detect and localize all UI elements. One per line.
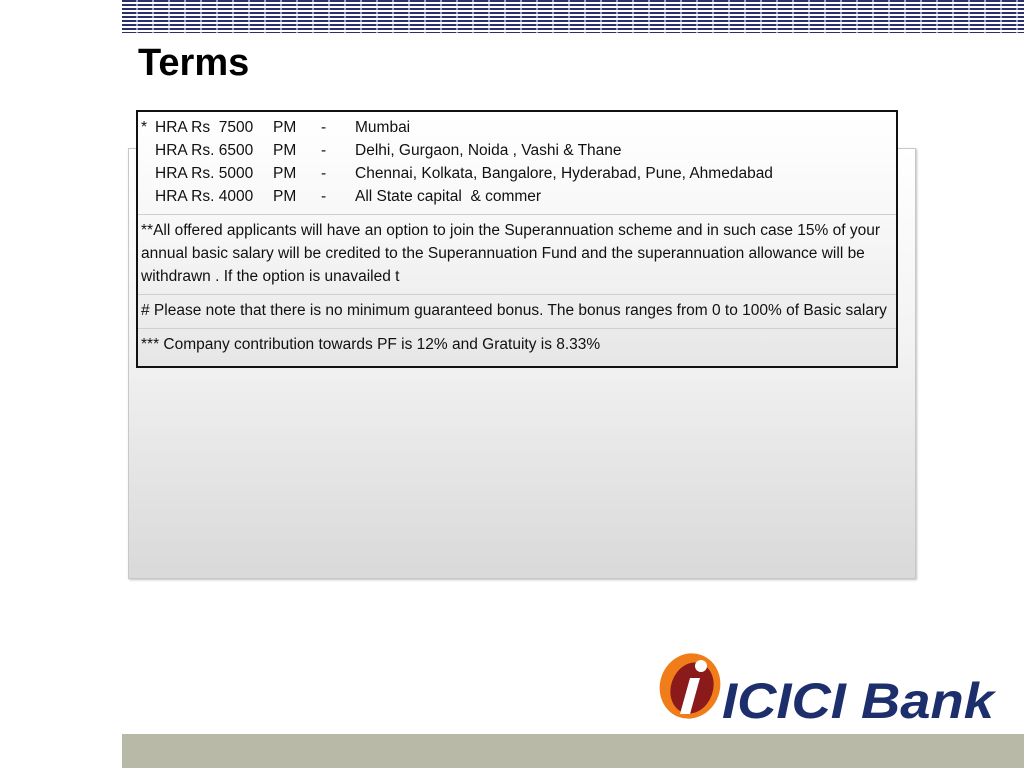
hra-cities: Mumbai <box>355 119 411 136</box>
hra-dash: - <box>321 142 327 159</box>
bonus-note: # Please note that there is no minimum guaranteed bonus. The bonus ranges from 0 to 100% of Basic salary <box>138 295 896 329</box>
hra-cities: Delhi, Gurgaon, Noida , Vashi & Thane <box>355 142 622 159</box>
terms-table <box>136 110 898 368</box>
hra-cities: All State capital & commer <box>355 188 542 205</box>
icici-swirl-icon <box>656 648 729 727</box>
hra-marker <box>141 185 155 208</box>
pf-note: *** Company contribution towards PF is 12% and Gratuity is 8.33% <box>141 336 601 353</box>
hra-label: HRA Rs. 6500 <box>155 142 254 159</box>
hra-label: HRA Rs 7500 <box>155 119 254 136</box>
hra-marker <box>141 162 155 185</box>
footer-bar <box>122 734 1024 768</box>
logo-wordmark: ICICI Bank <box>722 673 997 728</box>
hra-unit: PM <box>273 165 297 182</box>
hra-cities: Chennai, Kolkata, Bangalore, Hyderabad, Pune, Ahmedabad <box>355 165 773 182</box>
hra-dash: - <box>321 188 327 205</box>
hra-label: HRA Rs. 4000 <box>155 188 254 205</box>
superannuation-note: **All offered applicants will have an option to join the Superannuation scheme and in such case 15% of your annual basic salary will be credited to the Superannuation Fund and the superannuation allowance will be withdrawn . If the option is unavailed t <box>138 215 896 295</box>
icici-bank-logo <box>656 648 1002 728</box>
hra-dash: - <box>321 119 327 136</box>
hra-cell <box>138 112 896 215</box>
hra-marker <box>141 139 155 162</box>
slide-title: Terms <box>138 42 250 84</box>
hra-row <box>141 185 894 208</box>
hra-unit: PM <box>273 119 297 136</box>
hra-dash: - <box>321 165 327 182</box>
hra-unit: PM <box>273 142 297 159</box>
header-stripes <box>122 0 1024 33</box>
hra-unit: PM <box>273 188 297 205</box>
hra-row <box>141 116 894 139</box>
hra-marker: * <box>141 119 148 136</box>
hra-row <box>141 139 894 162</box>
hra-row <box>141 162 894 185</box>
hra-label: HRA Rs. 5000 <box>155 165 254 182</box>
